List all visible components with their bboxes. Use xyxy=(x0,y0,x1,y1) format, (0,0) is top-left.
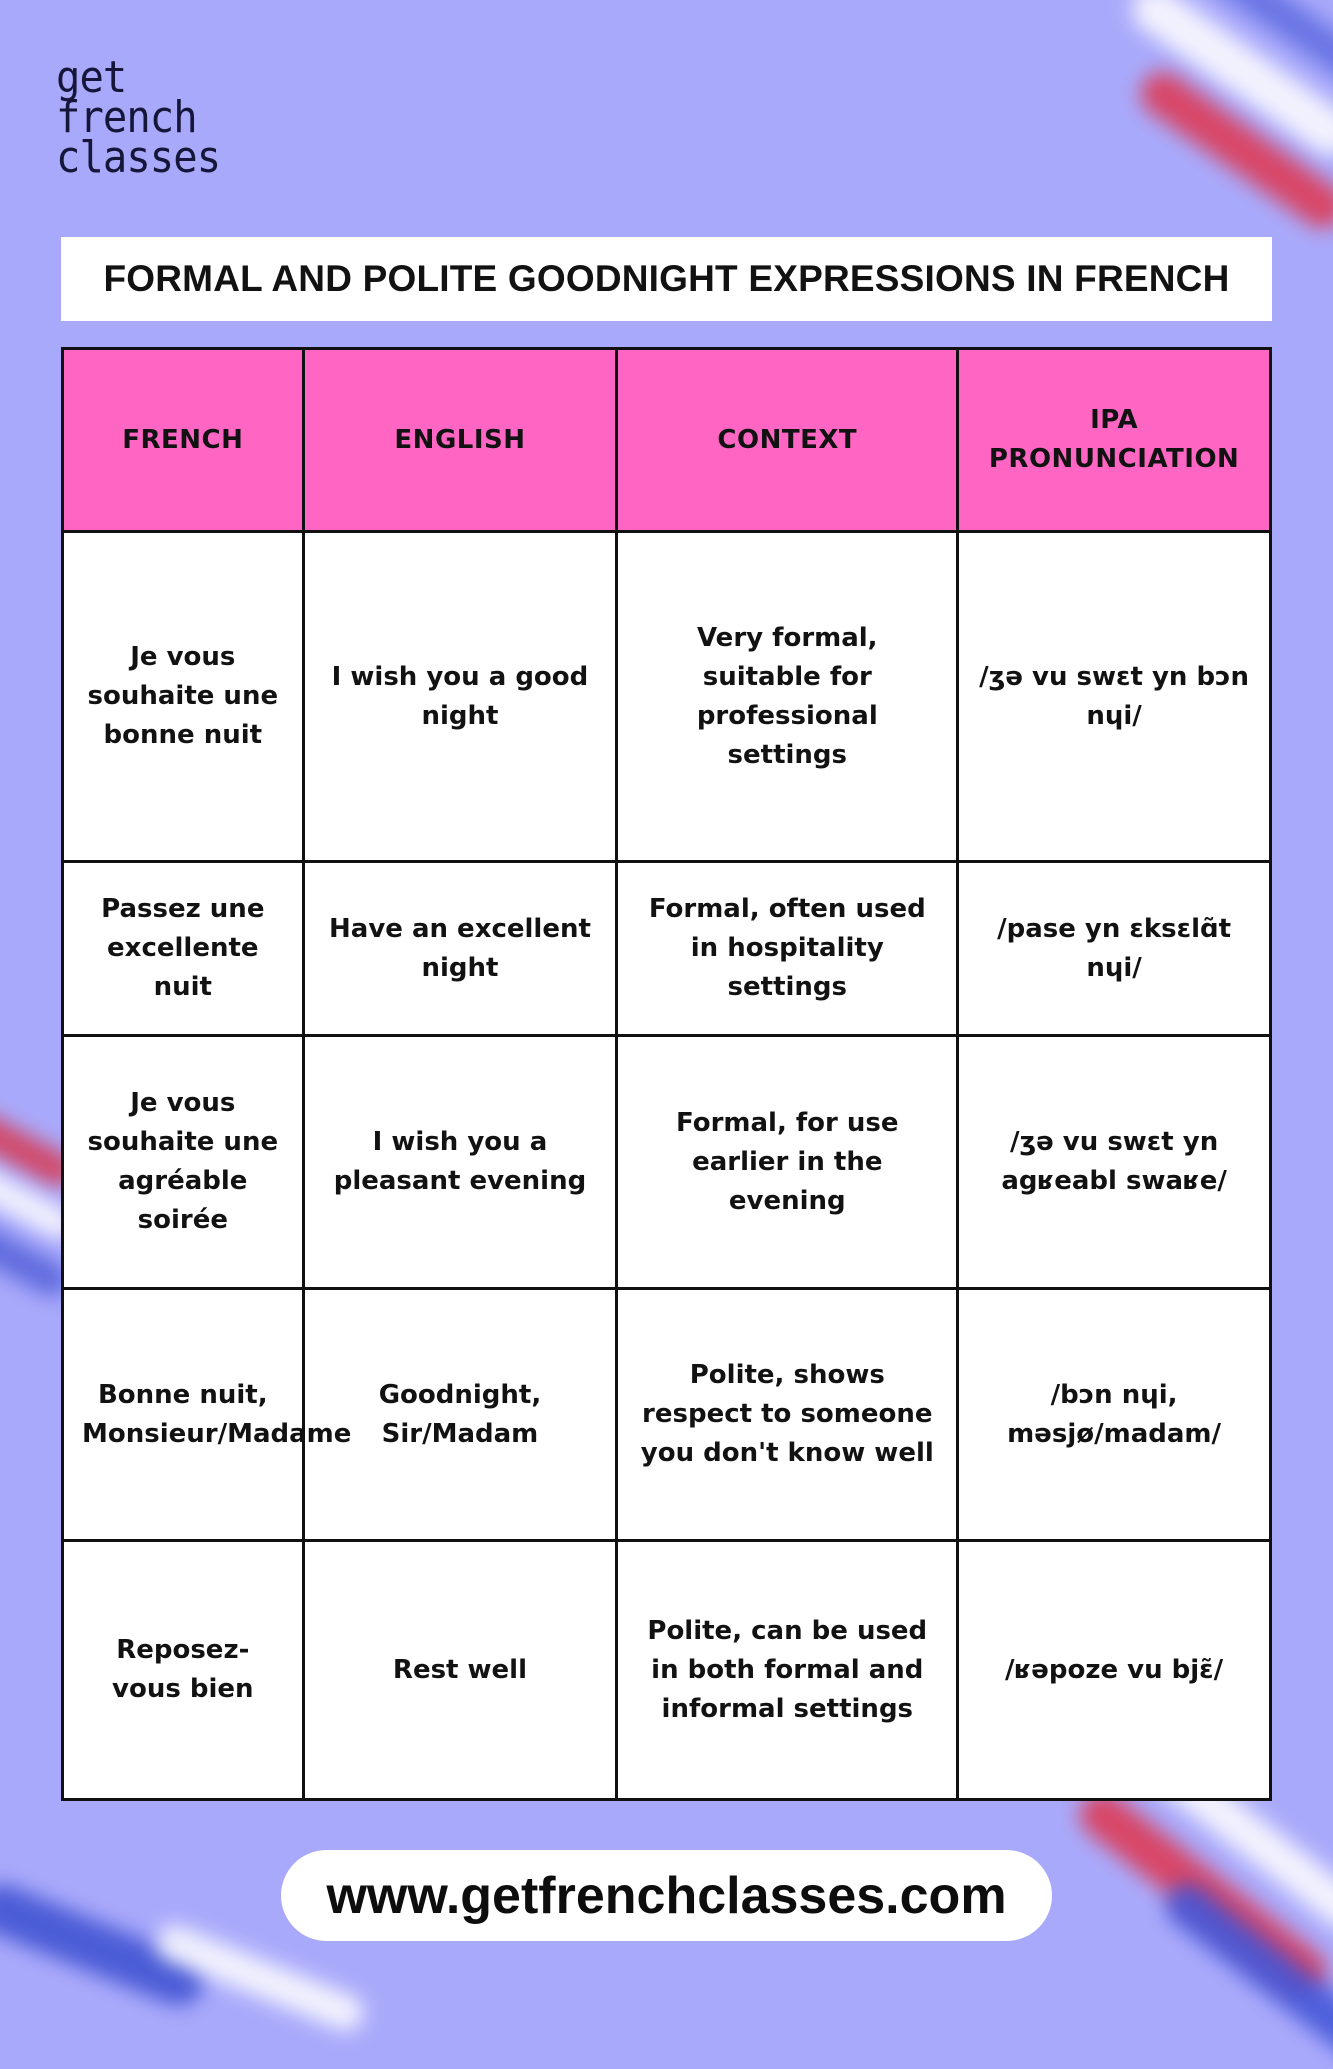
cell-context: Polite, can be used in both formal and informal settings xyxy=(617,1541,958,1800)
website-url[interactable]: www.getfrenchclasses.com xyxy=(326,1866,1007,1925)
column-header-context: CONTEXT xyxy=(617,349,958,532)
cell-ipa: /pase yn ɛksɛlɑ̃t nɥi/ xyxy=(958,862,1271,1036)
cell-ipa: /ʒə vu swɛt yn bɔn nɥi/ xyxy=(958,532,1271,862)
cell-french: Je vous souhaite une bonne nuit xyxy=(63,532,304,862)
cell-context: Formal, often used in hospitality settings xyxy=(617,862,958,1036)
cell-english: I wish you a pleasant evening xyxy=(303,1036,617,1289)
expressions-table xyxy=(61,347,1272,1801)
column-header-english: ENGLISH xyxy=(303,349,617,532)
column-header-french: FRENCH xyxy=(63,349,304,532)
cell-french: Reposez-vous bien xyxy=(63,1541,304,1800)
logo-line: classes xyxy=(56,132,221,183)
cell-french: Passez une excellente nuit xyxy=(63,862,304,1036)
table-header-row xyxy=(63,349,1271,532)
brand-logo xyxy=(56,52,221,183)
logo-line: french xyxy=(56,92,197,143)
cell-french: Bonne nuit, Monsieur/Madame xyxy=(63,1289,304,1541)
table-row xyxy=(63,532,1271,862)
cell-context: Formal, for use earlier in the evening xyxy=(617,1036,958,1289)
cell-context: Polite, shows respect to someone you don't know well xyxy=(617,1289,958,1541)
page-title: FORMAL AND POLITE GOODNIGHT EXPRESSIONS IN FRENCH xyxy=(103,258,1230,299)
table-row xyxy=(63,1289,1271,1541)
table-row xyxy=(63,1036,1271,1289)
cell-english: Goodnight, Sir/Madam xyxy=(303,1289,617,1541)
cell-ipa: /ʒə vu swɛt yn agʁeabl swaʁe/ xyxy=(958,1036,1271,1289)
cell-ipa: /bɔn nɥi, məsjø/madam/ xyxy=(958,1289,1271,1541)
table-row xyxy=(63,1541,1271,1800)
table-row xyxy=(63,862,1271,1036)
cell-context: Very formal, suitable for professional settings xyxy=(617,532,958,862)
logo-line: get xyxy=(56,52,127,103)
cell-english: Have an excellent night xyxy=(303,862,617,1036)
cell-ipa: /ʁəpoze vu bjɛ̃/ xyxy=(958,1541,1271,1800)
column-header-ipa: IPA PRONUNCIATION xyxy=(958,349,1271,532)
cell-english: Rest well xyxy=(303,1541,617,1800)
cell-english: I wish you a good night xyxy=(303,532,617,862)
website-badge xyxy=(281,1850,1052,1941)
cell-french: Je vous souhaite une agréable soirée xyxy=(63,1036,304,1289)
title-banner xyxy=(61,237,1272,321)
